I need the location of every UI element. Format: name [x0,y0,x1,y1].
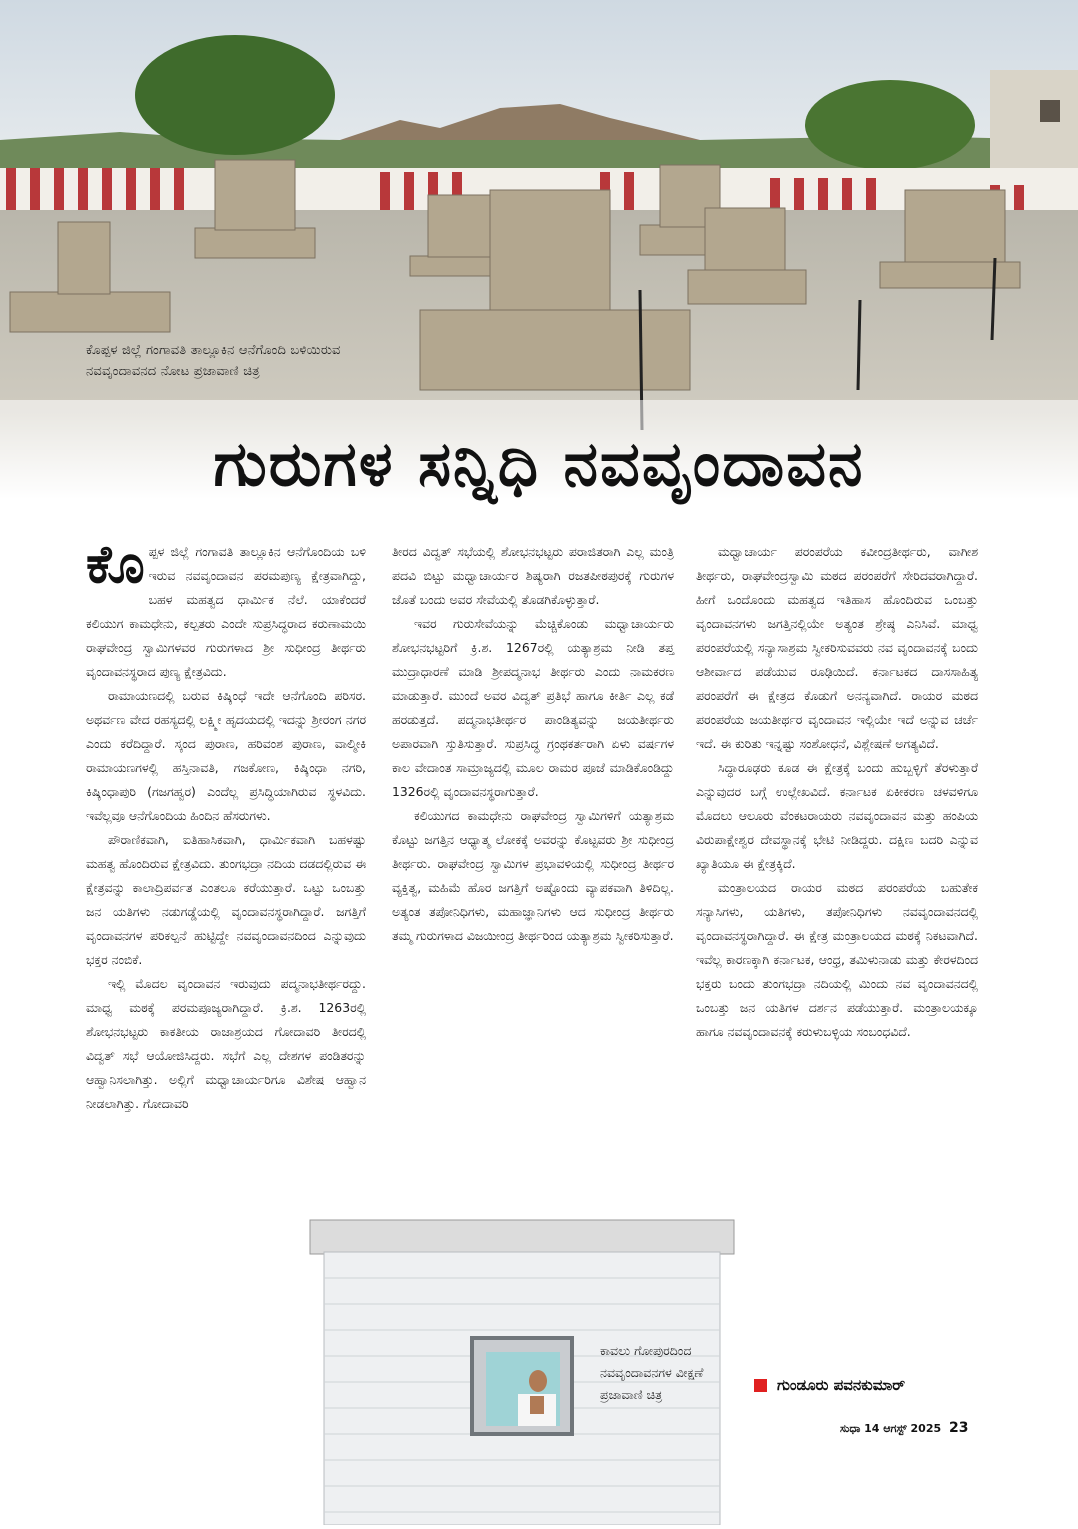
article-column-1 [86,535,366,1116]
article-paragraph: ಮಂತ್ರಾಲಯದ ರಾಯರ ಮಠದ ಪರಂಪರೆಯ ಬಹುತೇಕ ಸನ್ಯಾಸಿಗಳು, ಯತಿಗಳು, ತಪೋನಿಧಿಗಳು ನವವೃಂದಾವನದಲ್ಲಿ ವೃಂದಾವನಸ್ಥರಾಗಿದ್ದಾರೆ. ಈ ಕ್ಷೇತ್ರ ಮಂತ್ರಾಲಯದ ಮಠಕ್ಕೆ ನಿಕಟವಾಗಿದೆ. ಇವೆಲ್ಲ ಕಾರಣಕ್ಕಾಗಿ ಕರ್ನಾಟಕ, ಆಂಧ್ರ, ತಮಿಳುನಾಡು ಮತ್ತು ಕೇರಳದಿಂದ ಭಕ್ತರು ಬಂದು ತುಂಗಭದ್ರಾ ನದಿಯಲ್ಲಿ ಮಿಂದು ನವ ವೃಂದಾವನದಲ್ಲಿ ಒಂಬತ್ತು ಜನ ಯತಿಗಳ ದರ್ಶನ ಪಡೆಯುತ್ತಾರೆ. ಮಂತ್ರಾಲಯಕ್ಕೂ ಹಾಗೂ ನವವೃಂದಾವನಕ್ಕೆ ಕರುಳುಬಳ್ಳಿಯ ಸಂಬಂಧವಿದೆ. [696,880,978,1039]
article-paragraph: ತೀರದ ವಿದ್ವತ್ ಸಭೆಯಲ್ಲಿ ಶೋಭನಭಟ್ಟರು ಪರಾಜಿತರಾಗಿ ಎಲ್ಲ ಮಂತ್ರಿ ಪದವಿ ಬಿಟ್ಟು ಮಧ್ವಾಚಾರ್ಯರ ಶಿಷ್ಯರಾಗಿ ರಜತಪೀಠಪುರಕ್ಕೆ ಗುರುಗಳ ಜೊತೆ ಬಂದು ಅವರ ಸೇವೆಯಲ್ಲಿ ತೊಡಗಿಕೊಳ್ಳುತ್ತಾರೆ. [392,544,674,607]
author-name: ಗುಂಡೂರು ಪವನಕುಮಾರ್ [777,1376,906,1394]
page-footer [840,1420,980,1436]
hero-caption: ಕೊಪ್ಪಳ ಜಿಲ್ಲೆ ಗಂಗಾವತಿ ತಾಲ್ಲೂಕಿನ ಆನೆಗೊಂದಿ ಬಳಿಯಿರುವ ನವವೃಂದಾವನದ ನೋಟ ಪ್ರಜಾವಾಣಿ ಚಿತ್ರ [86,343,341,379]
article-paragraph: ಇಲ್ಲಿ ಮೊದಲ ವೃಂದಾವನ ಇರುವುದು ಪದ್ಮನಾಭತೀರ್ಥರದ್ದು. ಮಾಧ್ವ ಮಠಕ್ಕೆ ಪರಮಪೂಜ್ಯರಾಗಿದ್ದಾರೆ. ಕ್ರಿ.ಶ. 1263ರಲ್ಲಿ ಶೋಭನಭಟ್ಟರು ಕಾಕತೀಯ ರಾಜಾಶ್ರಯದ ಗೋದಾವರಿ ತೀರದಲ್ಲಿ ವಿದ್ವತ್ ಸಭೆ ಆಯೋಜಿಸಿದ್ದರು. ಸಭೆಗೆ ಎಲ್ಲ ದೇಶಗಳ ಪಂಡಿತರನ್ನು ಆಹ್ವಾನಿಸಲಾಗಿತ್ತು. ಅಲ್ಲಿಗೆ ಮಧ್ವಾಚಾರ್ಯರಿಗೂ ವಿಶೇಷ ಆಹ್ವಾನ ನೀಡಲಾಗಿತ್ತು. ಗೋದಾವರಿ [86,976,366,1111]
article-paragraph: ರಾಮಾಯಣದಲ್ಲಿ ಬರುವ ಕಿಷ್ಕಿಂಧೆ ಇದೇ ಆನೆಗೊಂದಿ ಪರಿಸರ. ಅಥರ್ವಣ ವೇದ ರಹಸ್ಯದಲ್ಲಿ ಲಕ್ಷ್ಮೀ ಹೃದಯದಲ್ಲಿ ಇದನ್ನು ಶ್ರೀರಂಗ ನಗರ ಎಂದು ಕರೆದಿದ್ದಾರೆ. ಸ್ಕಂದ ಪುರಾಣ, ಹರಿವಂಶ ಪುರಾಣ, ವಾಲ್ಮೀಕಿ ರಾಮಾಯಣಗಳಲ್ಲಿ ಹಸ್ತಿನಾವತಿ, ಗಜಕೋಣ, ಕಿಷ್ಕಿಂಧಾ ನಗರಿ, ಕಿಷ್ಕಿಂಧಾಪುರಿ (ಗಜಗಹ್ವರ) ಎಂದೆಲ್ಲ ಪ್ರಸಿದ್ಧಿಯಾಗಿರುವ ಸ್ಥಳವಿದು. ಇವೆಲ್ಲವೂ ಆನೆಗೊಂದಿಯ ಹಿಂದಿನ ಹೆಸರುಗಳು. [86,688,366,823]
article-paragraph: ಮಧ್ವಾಚಾರ್ಯ ಪರಂಪರೆಯ ಕವೀಂದ್ರತೀರ್ಥರು, ವಾಗೀಶ ತೀರ್ಥರು, ರಾಘವೇಂದ್ರಸ್ವಾಮಿ ಮಠದ ಪರಂಪರೆಗೆ ಸೇರಿದವರಾಗಿದ್ದಾರೆ. ಹೀಗೆ ಒಂದೊಂದು ಮಹತ್ವದ ಇತಿಹಾಸ ಹೊಂದಿರುವ ಒಂಬತ್ತು ವೃಂದಾವನಗಳು ಜಗತ್ತಿನಲ್ಲಿಯೇ ಅತ್ಯಂತ ಶ್ರೇಷ್ಠ ಎನಿಸಿವೆ. ಮಾಧ್ವ ಪರಂಪರೆಯಲ್ಲಿ ಸನ್ಯಾಸಾಶ್ರಮ ಸ್ವೀಕರಿಸುವವರು ನವ ವೃಂದಾವನಕ್ಕೆ ಬಂದು ಆಶೀರ್ವಾದ ಪಡೆಯುವ ರೂಢಿಯಿದೆ. ಕರ್ನಾಟಕದ ದಾಸಸಾಹಿತ್ಯ ಪರಂಪರೆಗೆ ಈ ಕ್ಷೇತ್ರದ ಕೊಡುಗೆ ಅನನ್ಯವಾಗಿದೆ. ರಾಯರ ಮಠದ ಪರಂಪರೆಯ ಜಯತೀರ್ಥರ ವೃಂದಾವನ ಇಲ್ಲಿಯೇ ಇದೆ ಅನ್ನುವ ಚರ್ಚೆ ಇದೆ. ಈ ಕುರಿತು ಇನ್ನಷ್ಟು ಸಂಶೋಧನೆ, ವಿಶ್ಲೇಷಣೆ ಅಗತ್ಯವಿದೆ. [696,544,978,751]
drop-cap: ಕೊ [86,535,145,595]
red-square-icon [754,1379,767,1392]
article-paragraph: ಕೊಪ್ಪಳ ಜಿಲ್ಲೆ ಗಂಗಾವತಿ ತಾಲ್ಲೂಕಿನ ಆನೆಗೊಂದಿಯ ಬಳಿ ಇರುವ ನವವೃಂದಾವನ ಪರಮಪುಣ್ಯ ಕ್ಷೇತ್ರವಾಗಿದ್ದು, ಬಹಳ ಮಹತ್ವದ ಧಾರ್ಮಿಕ ನೆಲೆ. ಯಾಕೆಂದರೆ ಕಲಿಯುಗ ಕಾಮಧೇನು, ಕಲ್ಪತರು ಎಂದೇ ಸುಪ್ರಸಿದ್ಧರಾದ ಕರುಣಾಮಯಿ ರಾಘವೇಂದ್ರ ಸ್ವಾಮಿಗಳವರ ಗುರುಗಳಾದ ಶ್ರೀ ಸುಧೀಂದ್ರ ತೀರ್ಥರು ವೃಂದಾವನಸ್ಥರಾದ ಪುಣ್ಯ ಕ್ಷೇತ್ರವಿದು. [86,535,366,679]
tower-caption: ಕಾವಲು ಗೋಪುರದಿಂದ ನವವೃಂದಾವನಗಳ ವೀಕ್ಷಣೆ ಪ್ರಜಾವಾಣಿ ಚಿತ್ರ [600,1343,704,1402]
article-paragraph: ಕಲಿಯುಗದ ಕಾಮಧೇನು ರಾಘವೇಂದ್ರ ಸ್ವಾಮಿಗಳಿಗೆ ಯತ್ಯಾಶ್ರಮ ಕೊಟ್ಟು ಜಗತ್ತಿನ ಆಧ್ಯಾತ್ಮ ಲೋಕಕ್ಕೆ ಅವರನ್ನು ಕೊಟ್ಟವರು ಶ್ರೀ ಸುಧೀಂದ್ರ ತೀರ್ಥರು. ರಾಘವೇಂದ್ರ ಸ್ವಾಮಿಗಳ ಪ್ರಭಾವಳಿಯಲ್ಲಿ ಸುಧೀಂದ್ರ ತೀರ್ಥರ ವ್ಯಕ್ತಿತ್ವ, ಮಹಿಮೆ ಹೊರ ಜಗತ್ತಿಗೆ ಅಷ್ಟೊಂದು ವ್ಯಾಪಕವಾಗಿ ತಿಳಿದಿಲ್ಲ. ಅತ್ಯಂತ ತಪೋನಿಧಿಗಳು, ಮಹಾಜ್ಞಾನಿಗಳು ಆದ ಸುಧೀಂದ್ರ ತೀರ್ಥರು ತಮ್ಮ ಗುರುಗಳಾದ ವಿಜಯೀಂದ್ರ ತೀರ್ಥರಿಂದ ಯತ್ಯಾಶ್ರಮ ಸ್ವೀಕರಿಸುತ್ತಾರೆ. [392,808,674,943]
page-number: 23 [949,1420,969,1436]
article-paragraph: ಸಿದ್ಧಾರೂಢರು ಕೂಡ ಈ ಕ್ಷೇತ್ರಕ್ಕೆ ಬಂದು ಹುಬ್ಬಳ್ಳಿಗೆ ತೆರಳುತ್ತಾರೆ ಎನ್ನುವುದರ ಬಗ್ಗೆ ಉಲ್ಲೇಖವಿದೆ. ಕರ್ನಾಟಕ ಏಕೀಕರಣ ಚಳವಳಿಗೂ ಮೊದಲು ಆಲೂರು ವೆಂಕಟರಾಯರು ನವವೃಂದಾವನ ಮತ್ತು ಹಂಪಿಯ ವಿರುಪಾಕ್ಷೇಶ್ವರ ದೇವಸ್ಥಾನಕ್ಕೆ ಭೇಟಿ ನೀಡಿದ್ದರು. ದಕ್ಷಿಣ ಬದರಿ ಎನ್ನುವ ಖ್ಯಾತಿಯೂ ಈ ಕ್ಷೇತ್ರಕ್ಕಿದೆ. [696,760,978,871]
headline: ಗುರುಗಳ ಸನ್ನಿಧಿ ನವವೃಂದಾವನ [213,427,865,500]
article-paragraph: ಪೌರಾಣಿಕವಾಗಿ, ಐತಿಹಾಸಿಕವಾಗಿ, ಧಾರ್ಮಿಕವಾಗಿ ಬಹಳಷ್ಟು ಮಹತ್ವ ಹೊಂದಿರುವ ಕ್ಷೇತ್ರವಿದು. ತುಂಗಭದ್ರಾ ನದಿಯ ದಡದಲ್ಲಿರುವ ಈ ಕ್ಷೇತ್ರವನ್ನು ಕಾಲಾದ್ರಿಪರ್ವತ ಎಂತಲೂ ಕರೆಯುತ್ತಾರೆ. ಒಟ್ಟು ಒಂಬತ್ತು ಜನ ಯತಿಗಳು ನಡುಗಡ್ಡೆಯಲ್ಲಿ ವೃಂದಾವನಸ್ಥರಾಗಿದ್ದಾರೆ. ಜಗತ್ತಿಗೆ ವೃಂದಾವನಗಳ ಪರಿಕಲ್ಪನೆ ಹುಟ್ಟಿದ್ದೇ ನವವೃಂದಾವನದಿಂದ ಎನ್ನುವುದು ಭಕ್ತರ ನಂಬಿಕೆ. [86,832,366,967]
article-column-2 [392,540,674,948]
article-paragraph: ಇವರ ಗುರುಸೇವೆಯನ್ನು ಮೆಚ್ಚಿಕೊಂಡು ಮಧ್ವಾಚಾರ್ಯರು ಶೋಭನಭಟ್ಟರಿಗೆ ಕ್ರಿ.ಶ. 1267ರಲ್ಲಿ ಯತ್ಯಾಶ್ರಮ ನೀಡಿ ತಪ್ತ ಮುದ್ರಾಧಾರಣೆ ಮಾಡಿ ಶ್ರೀಪದ್ಮನಾಭ ತೀರ್ಥರು ಎಂದು ನಾಮಕರಣ ಮಾಡುತ್ತಾರೆ. ಮುಂದೆ ಅವರ ವಿದ್ವತ್ ಪ್ರತಿಭೆ ಹಾಗೂ ಕೀರ್ತಿ ಎಲ್ಲ ಕಡೆ ಹರಡುತ್ತದೆ. ಪದ್ಮನಾಭತೀರ್ಥರ ಪಾಂಡಿತ್ಯವನ್ನು ಜಯತೀರ್ಥರು ಅಪಾರವಾಗಿ ಸ್ತುತಿಸುತ್ತಾರೆ. ಸುಪ್ರಸಿದ್ಧ ಗ್ರಂಥಕರ್ತರಾಗಿ ಏಳು ವರ್ಷಗಳ ಕಾಲ ವೇದಾಂತ ಸಾಮ್ರಾಜ್ಯದಲ್ಲಿ ಮೂಲ ರಾಮರ ಪೂಜೆ ಮಾಡಿಕೊಂಡಿದ್ದು 1326ರಲ್ಲಿ ವೃಂದಾವನಸ್ಥರಾಗುತ್ತಾರೆ. [392,616,674,799]
issue-info: ಸುಧಾ 14 ಆಗಸ್ಟ್ 2025 [840,1422,942,1435]
article-column-3 [696,540,978,1044]
author-byline [754,1376,984,1394]
